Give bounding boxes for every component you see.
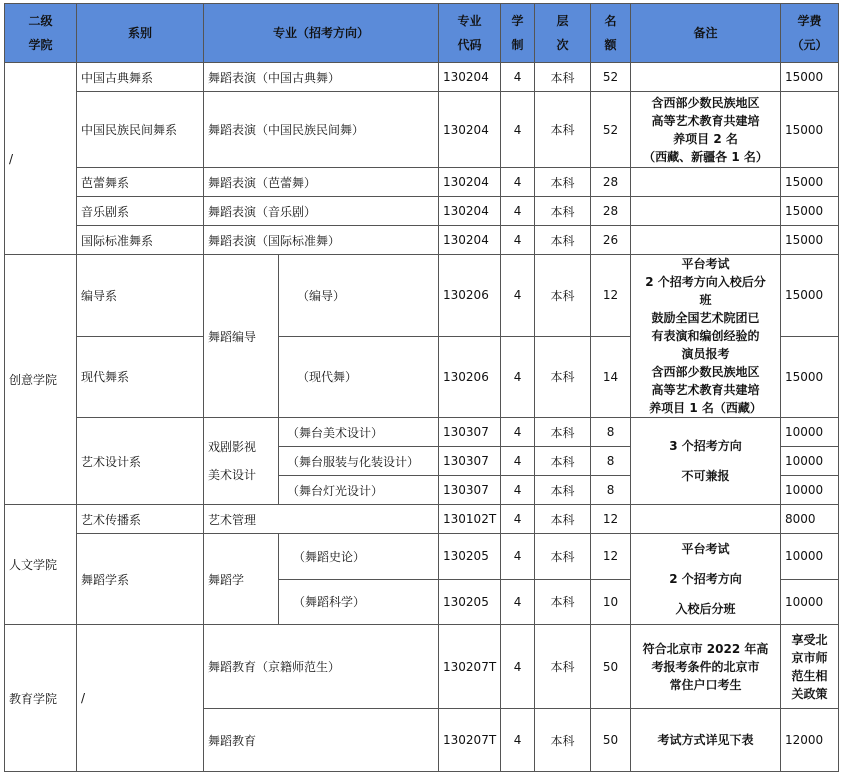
code-cell: 130207T: [439, 709, 501, 772]
quota-cell: 50: [591, 625, 631, 709]
years-cell: 4: [501, 709, 535, 772]
years-cell: 4: [501, 197, 535, 226]
remark-cell: 平台考试 2 个招考方向入校后分 班 鼓励全国艺术院团已 有表演和编创经验的 演员报考 含西部少数民族地区 高等艺术教育共建培 养项目 1 名（西藏）: [631, 255, 781, 418]
code-cell: 130207T: [439, 625, 501, 709]
quota-cell: 8: [591, 447, 631, 476]
level-cell: 本科: [535, 168, 591, 197]
code-cell: 130205: [439, 534, 501, 580]
quota-cell: 8: [591, 476, 631, 505]
dept-cell: /: [77, 625, 204, 772]
fee-cell: 15000: [781, 255, 839, 337]
dept-cell: 音乐剧系: [77, 197, 204, 226]
quota-cell: 8: [591, 418, 631, 447]
college-cell: 教育学院: [5, 625, 77, 772]
level-cell: 本科: [535, 476, 591, 505]
direction-cell: （舞蹈科学）: [279, 579, 439, 625]
major-cell: 艺术管理: [204, 505, 439, 534]
header-fee: 学费 （元）: [781, 4, 839, 63]
remark-cell: 符合北京市 2022 年高 考报考条件的北京市 常住户口考生: [631, 625, 781, 709]
code-cell: 130204: [439, 197, 501, 226]
code-cell: 130206: [439, 336, 501, 418]
college-cell: /: [5, 63, 77, 255]
remark-cell: 含西部少数民族地区 高等艺术教育共建培 养项目 2 名 （西藏、新疆各 1 名）: [631, 92, 781, 168]
code-cell: 130204: [439, 92, 501, 168]
header-college: 二级 学院: [5, 4, 77, 63]
years-cell: 4: [501, 336, 535, 418]
fee-cell: 15000: [781, 197, 839, 226]
fee-cell: 15000: [781, 336, 839, 418]
header-major: 专业（招考方向）: [204, 4, 439, 63]
code-cell: 130204: [439, 226, 501, 255]
dept-cell: 芭蕾舞系: [77, 168, 204, 197]
level-cell: 本科: [535, 505, 591, 534]
direction-cell: （现代舞）: [279, 336, 439, 418]
table-row: [5, 255, 839, 337]
code-cell: 130307: [439, 447, 501, 476]
years-cell: 4: [501, 579, 535, 625]
quota-cell: 10: [591, 579, 631, 625]
table-row: [5, 197, 839, 226]
quota-cell: 12: [591, 534, 631, 580]
dept-cell: 编导系: [77, 255, 204, 337]
direction-cell: （舞台美术设计）: [279, 418, 439, 447]
header-code: 专业 代码: [439, 4, 501, 63]
level-cell: 本科: [535, 709, 591, 772]
direction-cell: （舞台灯光设计）: [279, 476, 439, 505]
quota-cell: 52: [591, 63, 631, 92]
quota-cell: 14: [591, 336, 631, 418]
quota-cell: 26: [591, 226, 631, 255]
code-cell: 130205: [439, 579, 501, 625]
level-cell: 本科: [535, 255, 591, 337]
dept-cell: 现代舞系: [77, 336, 204, 418]
table-row: [5, 63, 839, 92]
remark-cell: [631, 226, 781, 255]
years-cell: 4: [501, 226, 535, 255]
fee-cell: 10000: [781, 579, 839, 625]
header-row: [5, 4, 839, 63]
major-cell: 舞蹈表演（国际标准舞）: [204, 226, 439, 255]
major-cell: 戏剧影视 美术设计: [204, 418, 279, 505]
remark-cell: [631, 505, 781, 534]
level-cell: 本科: [535, 418, 591, 447]
level-cell: 本科: [535, 336, 591, 418]
major-cell: 舞蹈表演（音乐剧）: [204, 197, 439, 226]
years-cell: 4: [501, 476, 535, 505]
years-cell: 4: [501, 255, 535, 337]
table-row: [5, 505, 839, 534]
direction-cell: （舞蹈史论）: [279, 534, 439, 580]
quota-cell: 50: [591, 709, 631, 772]
quota-cell: 12: [591, 505, 631, 534]
code-cell: 130204: [439, 168, 501, 197]
table-row: [5, 418, 839, 447]
direction-cell: （舞台服装与化装设计）: [279, 447, 439, 476]
remark-cell: [631, 63, 781, 92]
fee-cell: 10000: [781, 447, 839, 476]
level-cell: 本科: [535, 92, 591, 168]
fee-cell: 15000: [781, 63, 839, 92]
fee-cell: 享受北 京市师 范生相 关政策: [781, 625, 839, 709]
years-cell: 4: [501, 534, 535, 580]
code-cell: 130102T: [439, 505, 501, 534]
fee-cell: 15000: [781, 92, 839, 168]
level-cell: 本科: [535, 534, 591, 580]
major-cell: 舞蹈学: [204, 534, 279, 625]
level-cell: 本科: [535, 579, 591, 625]
table-row: [5, 534, 839, 580]
major-cell: 舞蹈教育: [204, 709, 439, 772]
code-cell: 130307: [439, 476, 501, 505]
dept-cell: 艺术设计系: [77, 418, 204, 505]
quota-cell: 52: [591, 92, 631, 168]
direction-cell: （编导）: [279, 255, 439, 337]
major-cell: 舞蹈表演（中国古典舞）: [204, 63, 439, 92]
years-cell: 4: [501, 63, 535, 92]
years-cell: 4: [501, 625, 535, 709]
dept-cell: 艺术传播系: [77, 505, 204, 534]
level-cell: 本科: [535, 625, 591, 709]
years-cell: 4: [501, 92, 535, 168]
major-cell: 舞蹈表演（中国民族民间舞）: [204, 92, 439, 168]
enrollment-table: [4, 3, 839, 772]
remark-cell: [631, 197, 781, 226]
header-dept: 系别: [77, 4, 204, 63]
header-level: 层 次: [535, 4, 591, 63]
quota-cell: 28: [591, 168, 631, 197]
code-cell: 130204: [439, 63, 501, 92]
dept-cell: 国际标准舞系: [77, 226, 204, 255]
header-remarks: 备注: [631, 4, 781, 63]
code-cell: 130206: [439, 255, 501, 337]
remark-cell: 考试方式详见下表: [631, 709, 781, 772]
major-cell: 舞蹈编导: [204, 255, 279, 418]
fee-cell: 12000: [781, 709, 839, 772]
table-row: [5, 226, 839, 255]
table-row: [5, 168, 839, 197]
college-cell: 创意学院: [5, 255, 77, 505]
dept-cell: 中国古典舞系: [77, 63, 204, 92]
level-cell: 本科: [535, 447, 591, 476]
level-cell: 本科: [535, 197, 591, 226]
quota-cell: 28: [591, 197, 631, 226]
remark-cell: [631, 168, 781, 197]
fee-cell: 15000: [781, 168, 839, 197]
fee-cell: 10000: [781, 418, 839, 447]
table-row: [5, 625, 839, 709]
code-cell: 130307: [439, 418, 501, 447]
dept-cell: 中国民族民间舞系: [77, 92, 204, 168]
table-row: [5, 92, 839, 168]
dept-cell: 舞蹈学系: [77, 534, 204, 625]
fee-cell: 15000: [781, 226, 839, 255]
major-cell: 舞蹈教育（京籍师范生）: [204, 625, 439, 709]
fee-cell: 8000: [781, 505, 839, 534]
fee-cell: 10000: [781, 534, 839, 580]
major-cell: 舞蹈表演（芭蕾舞）: [204, 168, 439, 197]
quota-cell: 12: [591, 255, 631, 337]
header-quota: 名 额: [591, 4, 631, 63]
level-cell: 本科: [535, 226, 591, 255]
header-years: 学 制: [501, 4, 535, 63]
fee-cell: 10000: [781, 476, 839, 505]
years-cell: 4: [501, 447, 535, 476]
years-cell: 4: [501, 418, 535, 447]
remark-cell: 3 个招考方向 不可兼报: [631, 418, 781, 505]
level-cell: 本科: [535, 63, 591, 92]
remark-cell: 平台考试 2 个招考方向 入校后分班: [631, 534, 781, 625]
years-cell: 4: [501, 168, 535, 197]
college-cell: 人文学院: [5, 505, 77, 625]
years-cell: 4: [501, 505, 535, 534]
